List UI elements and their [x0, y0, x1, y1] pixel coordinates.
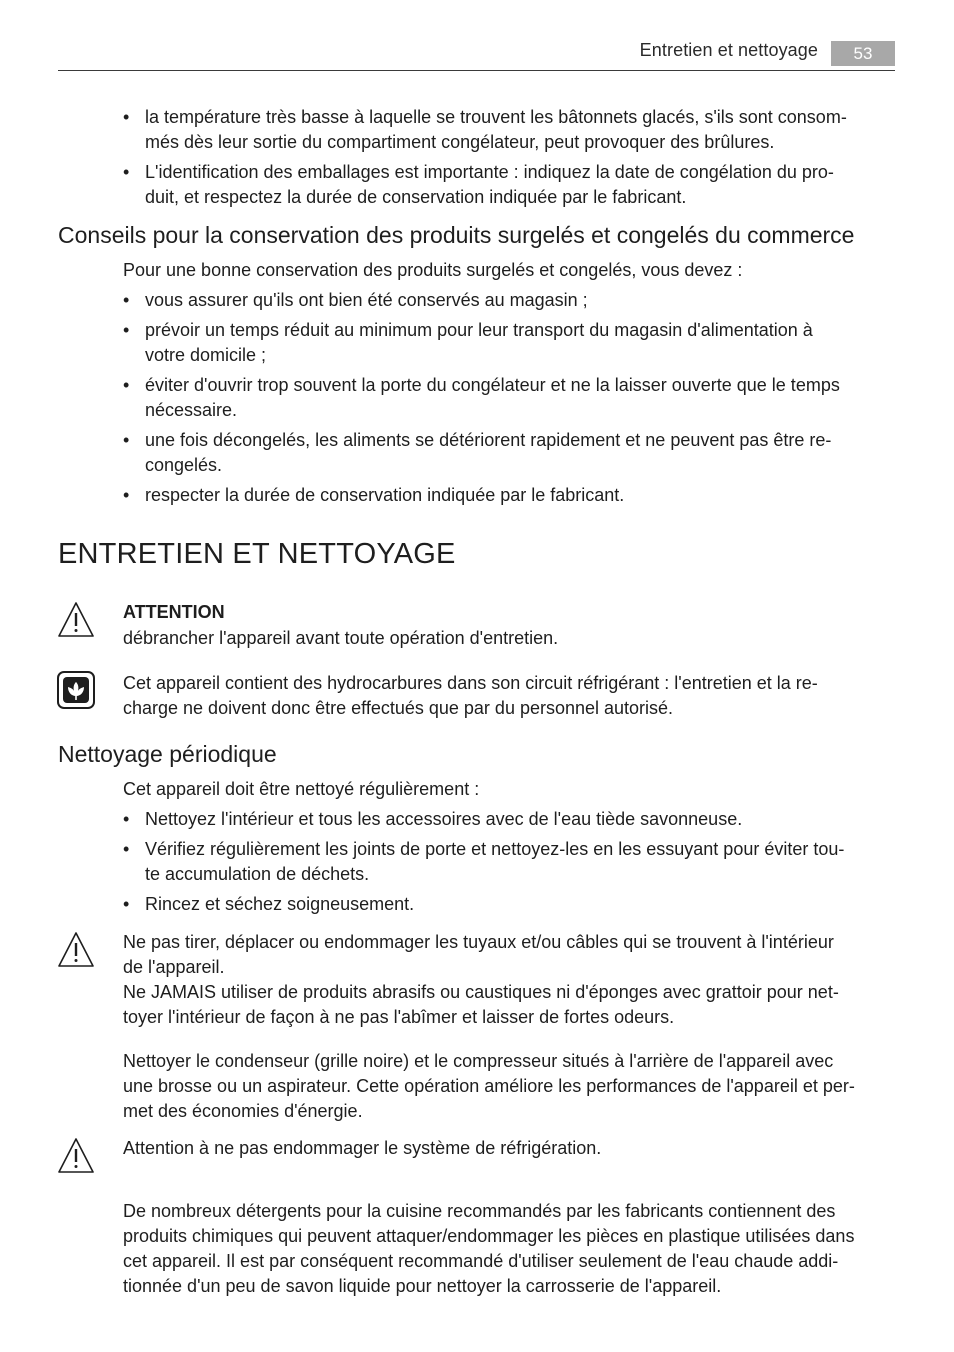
chapter-title: ENTRETIEN ET NETTOYAGE	[58, 538, 456, 570]
intro-bullet-list	[123, 105, 903, 215]
list-item-text: L'identification des emballages est importante : indiquez la date de congélation du pro- duit, et respectez la durée de conservation indiquée par le fabricant.	[145, 162, 834, 207]
condenseur-text: Nettoyer le condenseur (grille noire) et le compresseur situés à l'arrière de l'appareil avec une brosse ou un aspirateur. Cette opération améliore les performances de l'appareil et per- met des économies d'énergie.	[123, 1051, 855, 1121]
section-heading-conseils: Conseils pour la conservation des produits surgelés et congelés du commerce	[58, 222, 855, 248]
conseils-bullet-list	[123, 288, 903, 513]
list-item-text: la température très basse à laquelle se trouvent les bâtonnets glacés, s'ils sont consom- més dès leur sortie du compartiment congélateur, peut provoquer des brûlures.	[145, 107, 847, 152]
list-item-text: respecter la durée de conservation indiquée par le fabricant.	[145, 485, 625, 505]
list-item	[123, 807, 903, 832]
list-item-text: prévoir un temps réduit au minimum pour leur transport du magasin d'alimentation à votre domicile ;	[145, 320, 813, 365]
header-rule	[58, 70, 895, 71]
list-item	[123, 105, 903, 155]
attention-text: débrancher l'appareil avant toute opération d'entretien.	[123, 628, 559, 648]
list-item	[123, 373, 903, 423]
section-heading-nettoyage: Nettoyage périodique	[58, 741, 277, 767]
list-item-text: Rincez et séchez soigneusement.	[145, 894, 415, 914]
list-item	[123, 160, 903, 210]
list-item-text: une fois décongelés, les aliments se détériorent rapidement et ne peuvent pas être re- congelés.	[145, 430, 832, 475]
list-item	[123, 483, 903, 508]
warning-triangle-icon	[57, 1137, 95, 1175]
conseils-intro: Pour une bonne conservation des produits surgelés et congelés, vous devez :	[123, 260, 743, 280]
detergents-text: De nombreux détergents pour la cuisine recommandés par les fabricants contiennent des produits chimiques qui peuvent attaquer/endommager les pièces en plastique utilisées dans cet appareil. Il est par conséquent recommandé d'utiliser seulement de l'eau chaude addi- tionnée d'un peu de savon liquide pour nettoyer la carrosserie de l'appareil.	[123, 1201, 855, 1296]
page-number: 53	[831, 41, 895, 66]
list-item	[123, 837, 903, 887]
warning-1-text: Ne pas tirer, déplacer ou endommager les tuyaux et/ou câbles qui se trouvent à l'intérieur de l'appareil. Ne JAMAIS utiliser de produits abrasifs ou caustiques ni d'éponges avec grattoir pour net- toyer l'intérieur de façon à ne pas l'abîmer et laisser de fortes odeurs.	[123, 932, 839, 1027]
warning-triangle-icon	[57, 931, 95, 969]
list-item	[123, 428, 903, 478]
nettoyage-intro: Cet appareil doit être nettoyé régulièrement :	[123, 779, 480, 799]
warning-2-text: Attention à ne pas endommager le système de réfrigération.	[123, 1138, 602, 1158]
list-item-text: Nettoyez l'intérieur et tous les accessoires avec de l'eau tiède savonneuse.	[145, 809, 743, 829]
list-item-text: Vérifiez régulièrement les joints de porte et nettoyez-les en les essuyant pour éviter tou- te accumulation de déchets.	[145, 839, 845, 884]
list-item	[123, 318, 903, 368]
list-item-text: éviter d'ouvrir trop souvent la porte du congélateur et ne la laisser ouverte que le temps nécessaire.	[145, 375, 840, 420]
environment-text: Cet appareil contient des hydrocarbures dans son circuit réfrigérant : l'entretien et la re- charge ne doivent donc être effectués que par du personnel autorisé.	[123, 673, 818, 718]
list-item	[123, 288, 903, 313]
list-item	[123, 892, 903, 917]
attention-title: ATTENTION	[123, 602, 225, 622]
environment-icon	[57, 671, 95, 709]
running-header-title: Entretien et nettoyage	[639, 40, 818, 60]
nettoyage-bullet-list	[123, 807, 903, 922]
warning-triangle-icon	[57, 601, 95, 639]
list-item-text: vous assurer qu'ils ont bien été conservés au magasin ;	[145, 290, 588, 310]
